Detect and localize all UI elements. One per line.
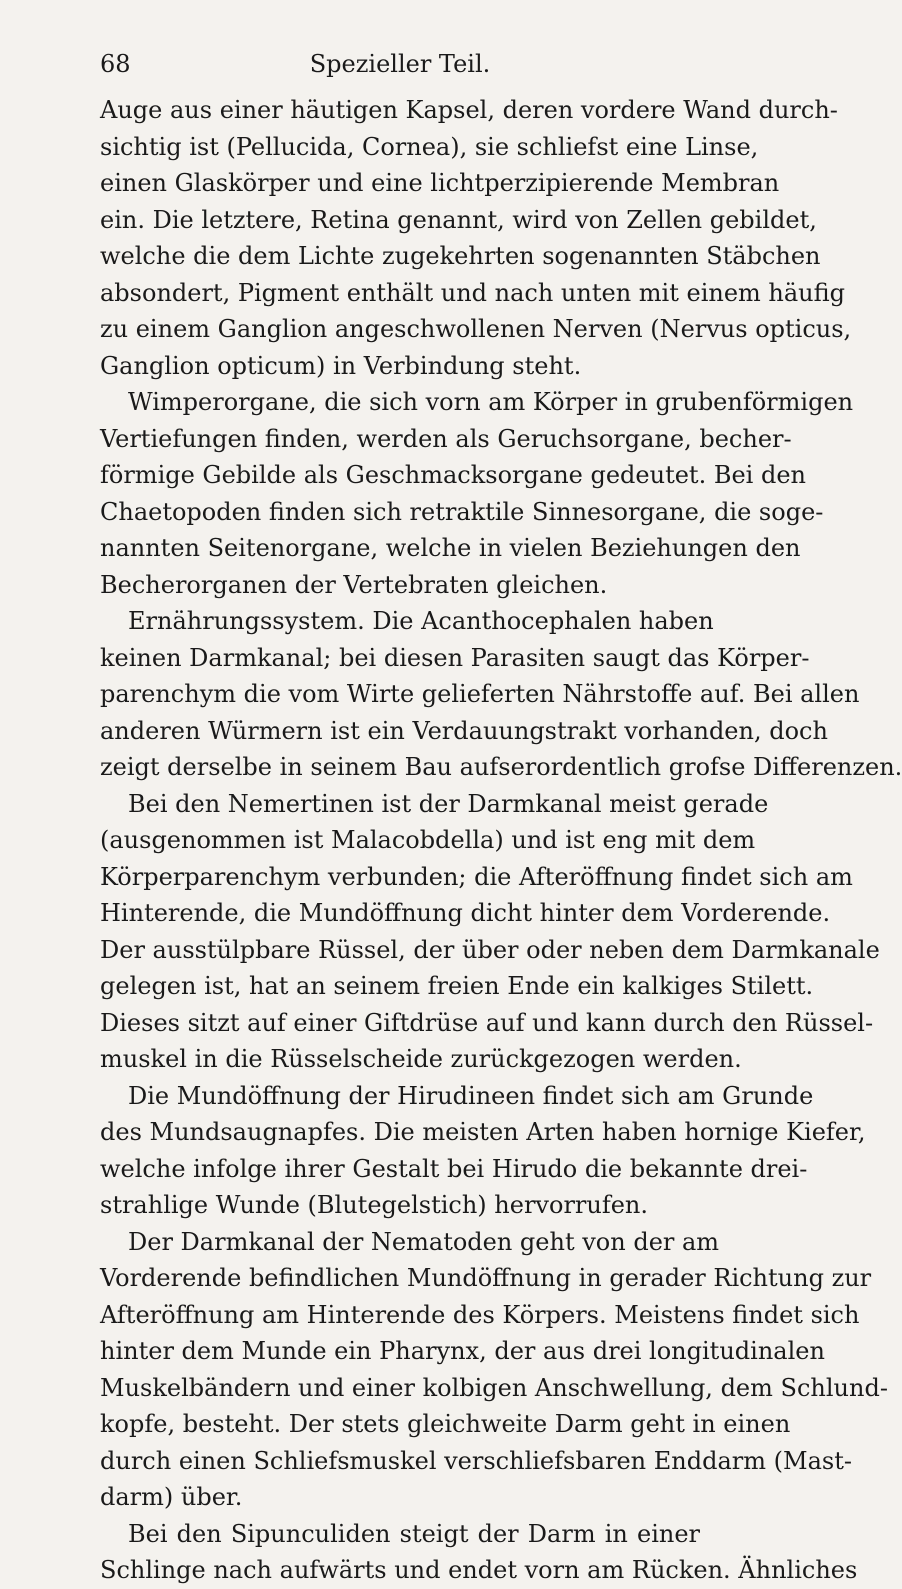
text-line: Auge aus einer häutigen Kapsel, deren vordere Wand durch- <box>100 96 838 124</box>
text-line: des Mundsaugnapfes. Die meisten Arten haben hornige Kiefer, <box>100 1118 866 1146</box>
text-line: absondert, Pigment enthält und nach unten mit einem häufig <box>100 278 846 307</box>
text-line: ein. Die letztere, Retina genannt, wird von Zellen gebildet, <box>100 205 817 234</box>
text-line: keinen Darmkanal; bei diesen Parasiten saugt das Körper- <box>100 643 810 672</box>
text-line: Chaetopoden finden sich retraktile Sinnesorgane, die soge- <box>100 497 824 526</box>
text-line: welche infolge ihrer Gestalt bei Hirudo die bekannte drei- <box>100 1154 808 1183</box>
text-line: Ernährungssystem. Die Acanthocephalen haben <box>128 607 714 635</box>
text-line: Muskelbändern und einer kolbigen Anschwellung, dem Schlund- <box>100 1373 888 1402</box>
text-line: förmige Gebilde als Geschmacksorgane gedeutet. Bei den <box>100 461 806 489</box>
text-line: strahlige Wunde (Blutegelstich) hervorrufen. <box>100 1191 649 1219</box>
text-line: Vorderende befindlichen Mundöffnung in gerader Richtung zur <box>100 1264 872 1292</box>
text-line: zu einem Ganglion angeschwollenen Nerven (Nervus opticus, <box>100 315 852 343</box>
text-line: Ganglion opticum) in Verbindung steht. <box>100 351 582 380</box>
text-line: hinter dem Munde ein Pharynx, der aus drei longitudinalen <box>100 1337 825 1365</box>
text-line: welche die dem Lichte zugekehrten sogenannten Stäbchen <box>100 242 821 270</box>
text-line: Bei den Sipunculiden steigt der Darm in einer <box>128 1519 700 1548</box>
text-line: sichtig ist (Pellucida, Cornea), sie schliefst eine Linse, <box>100 132 759 161</box>
text-line: zeigt derselbe in seinem Bau aufserordentlich grofse Differenzen. <box>100 753 902 781</box>
text-line: Wimperorgane, die sich vorn am Körper in grubenförmigen <box>128 388 854 416</box>
text-line: gelegen ist, hat an seinem freien Ende ein kalkiges Stilett. <box>100 972 814 1000</box>
text-line: Afteröffnung am Hinterende des Körpers. Meistens findet sich <box>100 1300 860 1329</box>
text-line: Bei den Nemertinen ist der Darmkanal meist gerade <box>128 789 769 818</box>
page-number: 68 <box>100 50 131 78</box>
text-line: Der ausstülpbare Rüssel, der über oder neben dem Darmkanale <box>100 935 880 964</box>
text-line: durch einen Schliefsmuskel verschliefsbaren Enddarm (Mast- <box>100 1446 852 1475</box>
body-text <box>100 92 902 1589</box>
text-line: parenchym die vom Wirte gelieferten Nährstoffe auf. Bei allen <box>100 680 860 708</box>
text-line: Hinterende, die Mundöffnung dicht hinter dem Vorderende. <box>100 899 831 927</box>
page-header <box>100 50 700 80</box>
text-line: Vertiefungen finden, werden als Geruchsorgane, becher- <box>100 424 792 453</box>
text-line: Der Darmkanal der Nematoden geht von der am <box>128 1227 720 1256</box>
text-line: Körperparenchym verbunden; die Afteröffnung findet sich am <box>100 862 853 891</box>
text-line: Die Mundöffnung der Hirudineen findet sich am Grunde <box>128 1081 814 1110</box>
text-line: Schlinge nach aufwärts und endet vorn am Rücken. Ähnliches <box>100 1556 858 1584</box>
text-line: kopfe, besteht. Der stets gleichweite Darm geht in einen <box>100 1410 791 1438</box>
text-line: Becherorganen der Vertebraten gleichen. <box>100 570 608 599</box>
text-line: einen Glaskörper und eine lichtperzipierende Membran <box>100 169 780 197</box>
text-line: anderen Würmern ist ein Verdauungstrakt vorhanden, doch <box>100 716 828 745</box>
text-line: darm) über. <box>100 1483 243 1511</box>
text-line: Dieses sitzt auf einer Giftdrüse auf und kann durch den Rüssel- <box>100 1008 874 1037</box>
text-line: muskel in die Rüsselscheide zurückgezogen werden. <box>100 1045 742 1073</box>
text-line: (ausgenommen ist Malacobdella) und ist eng mit dem <box>100 826 756 854</box>
running-title: Spezieller Teil. <box>309 50 491 78</box>
text-line: nannten Seitenorgane, welche in vielen Beziehungen den <box>100 534 801 562</box>
